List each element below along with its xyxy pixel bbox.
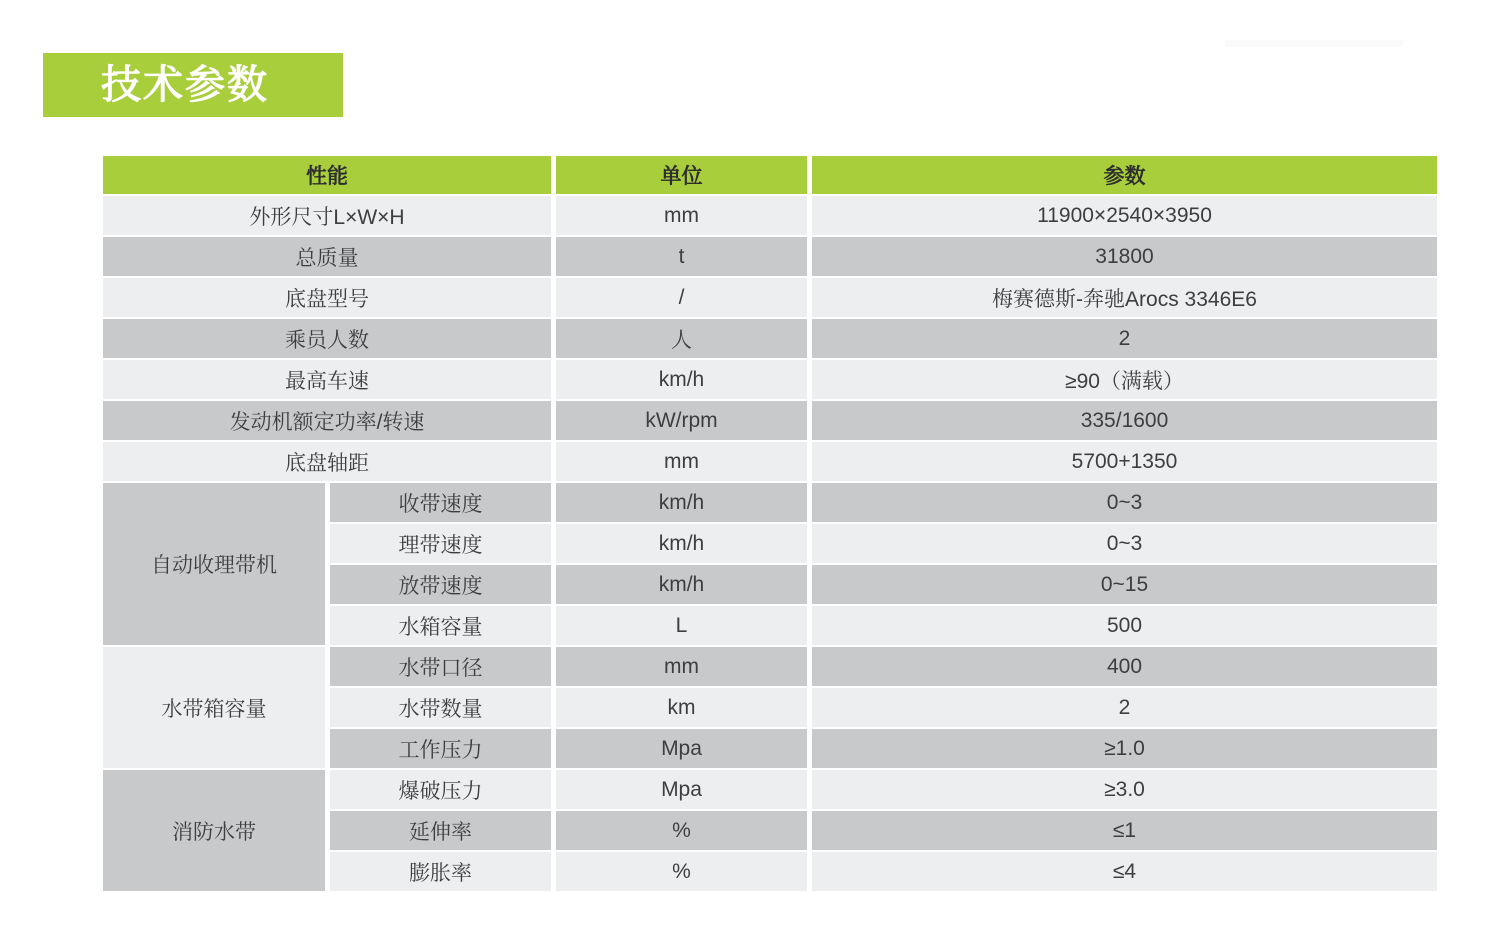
unit-cell: % [556, 852, 807, 891]
table-row [103, 360, 1437, 399]
table-row [103, 442, 1437, 481]
table-row [103, 196, 1437, 235]
unit-cell: mm [556, 196, 807, 235]
header-unit: 单位 [556, 156, 807, 194]
unit-cell: Mpa [556, 729, 807, 768]
section-title-banner [43, 53, 343, 117]
value-cell: ≤1 [812, 811, 1437, 850]
value-cell: ≤4 [812, 852, 1437, 891]
unit-cell: Mpa [556, 770, 807, 809]
value-cell: 0~3 [812, 524, 1437, 563]
header-performance: 性能 [103, 156, 551, 194]
value-cell: 2 [812, 688, 1437, 727]
param-name-cell: 底盘型号 [103, 278, 551, 317]
param-name-cell: 延伸率 [330, 811, 551, 850]
value-cell: 31800 [812, 237, 1437, 276]
table-row [103, 278, 1437, 317]
table-row [103, 483, 1437, 522]
unit-cell: 人 [556, 319, 807, 358]
value-cell: 335/1600 [812, 401, 1437, 440]
table-row [103, 319, 1437, 358]
table-header-row [103, 156, 1437, 194]
value-cell: ≥1.0 [812, 729, 1437, 768]
table-row [103, 401, 1437, 440]
value-cell: 梅赛德斯-奔驰Arocs 3346E6 [812, 278, 1437, 317]
value-cell: 2 [812, 319, 1437, 358]
unit-cell: km/h [556, 524, 807, 563]
value-cell: 400 [812, 647, 1437, 686]
header-parameter: 参数 [812, 156, 1437, 194]
param-name-cell: 水箱容量 [330, 606, 551, 645]
param-name-cell: 水带数量 [330, 688, 551, 727]
param-name-cell: 理带速度 [330, 524, 551, 563]
value-cell: 0~15 [812, 565, 1437, 604]
value-cell: 11900×2540×3950 [812, 196, 1437, 235]
param-name-cell: 乘员人数 [103, 319, 551, 358]
table-row [103, 770, 1437, 809]
unit-cell: km [556, 688, 807, 727]
param-name-cell: 爆破压力 [330, 770, 551, 809]
unit-cell: t [556, 237, 807, 276]
spec-table [98, 154, 1442, 893]
unit-cell: km/h [556, 565, 807, 604]
unit-cell: mm [556, 442, 807, 481]
unit-cell: % [556, 811, 807, 850]
faint-artifact-strip [1225, 40, 1403, 47]
table-row [103, 647, 1437, 686]
param-name-cell: 水带口径 [330, 647, 551, 686]
param-name-cell: 工作压力 [330, 729, 551, 768]
unit-cell: km/h [556, 360, 807, 399]
unit-cell: L [556, 606, 807, 645]
unit-cell: kW/rpm [556, 401, 807, 440]
value-cell: 500 [812, 606, 1437, 645]
param-name-cell: 收带速度 [330, 483, 551, 522]
param-name-cell: 发动机额定功率/转速 [103, 401, 551, 440]
param-name-cell: 底盘轴距 [103, 442, 551, 481]
group-label-cell: 消防水带 [103, 770, 325, 891]
param-name-cell: 膨胀率 [330, 852, 551, 891]
param-name-cell: 最高车速 [103, 360, 551, 399]
table-row [103, 237, 1437, 276]
unit-cell: mm [556, 647, 807, 686]
group-label-cell: 自动收理带机 [103, 483, 325, 645]
section-title: 技术参数 [101, 63, 269, 107]
unit-cell: / [556, 278, 807, 317]
param-name-cell: 外形尺寸L×W×H [103, 196, 551, 235]
unit-cell: km/h [556, 483, 807, 522]
value-cell: 0~3 [812, 483, 1437, 522]
group-label-cell: 水带箱容量 [103, 647, 325, 768]
value-cell: 5700+1350 [812, 442, 1437, 481]
value-cell: ≥3.0 [812, 770, 1437, 809]
value-cell: ≥90（满载） [812, 360, 1437, 399]
param-name-cell: 放带速度 [330, 565, 551, 604]
param-name-cell: 总质量 [103, 237, 551, 276]
